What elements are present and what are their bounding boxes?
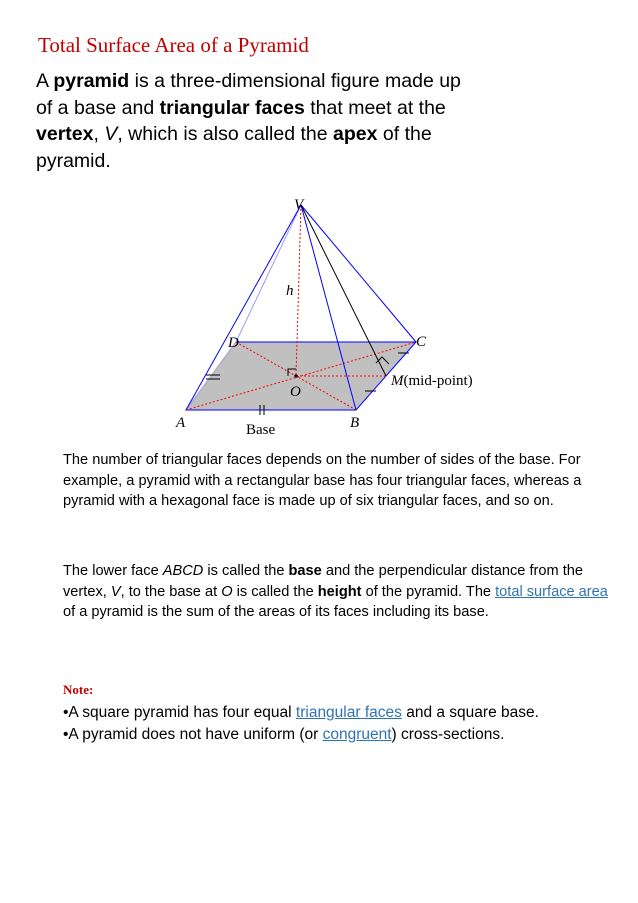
paragraph-text: of a pyramid is the sum of the areas of its faces including its base.	[63, 604, 489, 620]
intro-paragraph	[36, 68, 476, 174]
bullet-text: •A pyramid does not have uniform (or	[63, 726, 323, 743]
label-base: Base	[246, 422, 276, 438]
base-name: ABCD	[162, 563, 204, 579]
bullet-text: •A square pyramid has four equal	[63, 704, 296, 721]
term-height: height	[317, 583, 362, 600]
term-base: base	[288, 563, 322, 579]
triangular-faces-link[interactable]: triangular faces	[295, 704, 402, 721]
label-a: A	[176, 415, 186, 431]
intro-text: A	[36, 70, 54, 92]
vertex-symbol: V	[104, 123, 118, 145]
label-vertex: V	[294, 197, 304, 213]
term-pyramid: pyramid	[53, 70, 130, 92]
label-o: O	[290, 384, 301, 400]
intro-text: of the pyramid.	[36, 123, 432, 172]
label-b: B	[350, 415, 360, 431]
height-paragraph	[63, 561, 613, 623]
hidden-edge-vd	[236, 205, 301, 342]
label-c: C	[416, 334, 427, 350]
paragraph-text: is called the	[203, 563, 289, 579]
bullet-text: ) cross-sections.	[391, 726, 505, 743]
term-vertex: vertex	[36, 123, 94, 145]
note-label: Note:	[63, 682, 94, 697]
paragraph-text: and the perpendicular distance from the vertex,	[63, 563, 584, 600]
paragraph-text: of the pyramid. The	[361, 583, 496, 600]
total-surface-area-link[interactable]: total surface area	[495, 583, 608, 600]
vertex-symbol: V	[110, 583, 121, 600]
note-bullet	[63, 724, 593, 746]
page-title: Total Surface Area of a Pyramid	[38, 33, 309, 57]
label-d: D	[228, 335, 239, 351]
intro-text: is a three-dimensional figure made up of a base and	[36, 70, 461, 119]
term-triangular-faces: triangular faces	[159, 96, 305, 119]
label-m-letter: M	[391, 373, 404, 389]
paragraph-text: is called the	[232, 583, 318, 600]
congruent-link[interactable]: congruent	[322, 726, 392, 743]
intro-text: that meet at the	[304, 96, 446, 119]
label-height: h	[286, 283, 294, 299]
faces-paragraph: The number of triangular faces depends on the number of sides of the base. For example, a pyramid with a rectangular base has four triangular faces, whereas a pyramid with a hexagonal face is made up of six triangular faces, and so on.	[63, 452, 582, 509]
note-list	[63, 702, 593, 746]
term-apex: apex	[333, 123, 378, 145]
bullet-text: and a square base.	[401, 704, 539, 721]
center-symbol: O	[221, 583, 233, 600]
center-point	[294, 374, 297, 377]
label-m	[390, 373, 473, 389]
note-bullet	[63, 702, 593, 724]
intro-text: ,	[93, 123, 105, 145]
label-midpoint-note: (mid-point)	[403, 373, 473, 389]
paragraph-text: The lower face	[63, 563, 163, 579]
pyramid-diagram	[170, 193, 500, 441]
intro-text: , which is also called the	[117, 123, 334, 145]
paragraph-text: , to the base at	[120, 583, 222, 600]
